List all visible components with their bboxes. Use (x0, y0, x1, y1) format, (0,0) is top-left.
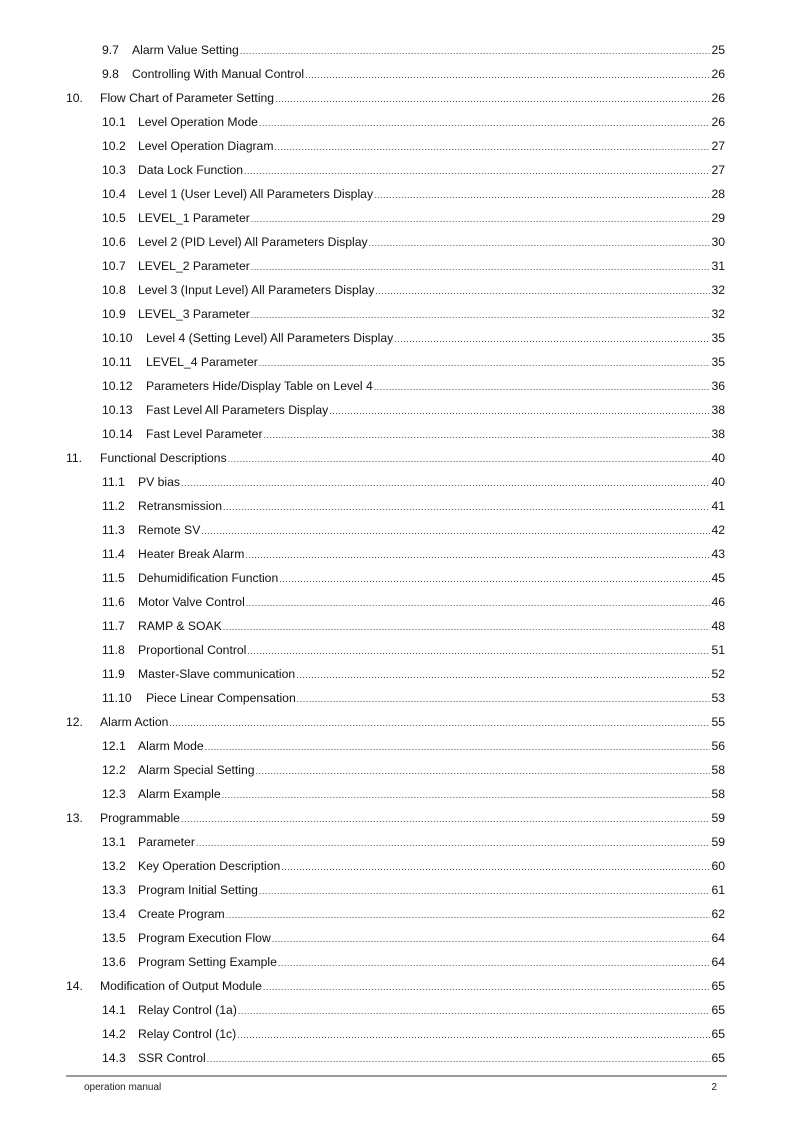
toc-entry-page: 46 (711, 595, 725, 609)
toc-entry-number: 11. (66, 451, 83, 465)
toc-dot-leader (244, 159, 710, 183)
toc-entry-title: Alarm Value Setting (132, 43, 239, 57)
toc-entry-number: 11.5 (102, 571, 125, 585)
toc-entry-number: 10.9 (102, 307, 126, 321)
toc-entry-title: Proportional Control (138, 643, 247, 657)
toc-entry-number: 13. (66, 811, 83, 825)
toc-entry-number: 13.6 (102, 955, 126, 969)
toc-dot-leader (256, 759, 711, 783)
toc-entry[interactable] (0, 278, 793, 302)
toc-entry-title: Flow Chart of Parameter Setting (100, 91, 275, 105)
toc-entry-title: Controlling With Manual Control (132, 67, 305, 81)
toc-entry-title: Dehumidification Function (138, 571, 279, 585)
toc-entry[interactable] (0, 302, 793, 326)
toc-dot-leader (279, 567, 710, 591)
toc-dot-leader (251, 303, 711, 327)
toc-dot-leader (181, 471, 710, 495)
toc-entry-line (138, 590, 725, 615)
toc-dot-leader (207, 1047, 711, 1071)
toc-entry-number: 12. (66, 715, 83, 729)
toc-entry-line (138, 878, 725, 903)
toc-entry-number: 12.2 (102, 763, 126, 777)
toc-entry-number: 13.2 (102, 859, 126, 873)
toc-dot-leader (247, 639, 710, 663)
toc-dot-leader (237, 1023, 710, 1047)
toc-dot-leader (375, 279, 710, 303)
toc-entry-title: Create Program (138, 907, 225, 921)
toc-dot-leader (223, 615, 711, 639)
toc-dot-leader (275, 135, 711, 159)
toc-entry-line (146, 326, 725, 351)
toc-entry-title: Parameter (138, 835, 195, 849)
toc-entry-title: Level 4 (Setting Level) All Parameters Display (146, 331, 394, 345)
toc-entry-number: 11.9 (102, 667, 125, 681)
toc-dot-leader (181, 807, 711, 831)
toc-dot-leader (264, 423, 711, 447)
toc-entry-line (138, 662, 725, 687)
toc-entry-page: 65 (711, 1003, 725, 1017)
toc-entry[interactable] (0, 926, 793, 950)
toc-entry-title: Alarm Action (100, 715, 169, 729)
toc-entry-title: Fast Level Parameter (146, 427, 263, 441)
toc-entry-title: Alarm Example (138, 787, 221, 801)
toc-entry-title: Program Setting Example (138, 955, 277, 969)
toc-entry-line (100, 710, 725, 735)
toc-entry-line (138, 110, 725, 135)
toc-dot-leader (263, 975, 711, 999)
toc-dot-leader (169, 711, 710, 735)
toc-entry[interactable] (0, 470, 793, 494)
toc-entry-line (138, 638, 725, 663)
toc-entry-page: 36 (711, 379, 725, 393)
toc-dot-leader (374, 183, 710, 207)
toc-dot-leader (246, 591, 711, 615)
toc-entry-title: Alarm Special Setting (138, 763, 255, 777)
toc-entry-page: 31 (711, 259, 725, 273)
toc-entry-number: 10. (66, 91, 83, 105)
toc-entry[interactable] (0, 854, 793, 878)
toc-entry-line (138, 854, 725, 879)
toc-entry[interactable] (0, 38, 793, 62)
toc-entry-number: 10.7 (102, 259, 126, 273)
toc-entry-line (138, 1022, 725, 1047)
toc-entry-number: 10.6 (102, 235, 126, 249)
toc-entry-page: 59 (711, 835, 725, 849)
footer-divider (66, 1075, 727, 1077)
toc-entry-number: 13.1 (102, 835, 126, 849)
toc-entry[interactable] (0, 758, 793, 782)
toc-entry-title: PV bias (138, 475, 181, 489)
toc-entry-number: 10.5 (102, 211, 126, 225)
toc-entry-number: 11.3 (102, 523, 125, 537)
toc-entry-number: 10.14 (102, 427, 133, 441)
toc-entry-page: 38 (711, 403, 725, 417)
toc-dot-leader (329, 399, 710, 423)
toc-entry-title: RAMP & SOAK (138, 619, 222, 633)
toc-entry-number: 10.8 (102, 283, 126, 297)
toc-entry-line (138, 782, 725, 807)
toc-entry-line (100, 86, 725, 111)
toc-entry-page: 61 (711, 883, 725, 897)
toc-entry-number: 12.1 (102, 739, 126, 753)
toc-entry-line (138, 614, 725, 639)
toc-entry-line (138, 1046, 725, 1071)
toc-entry[interactable] (0, 518, 793, 542)
toc-entry-title: Retransmission (138, 499, 222, 513)
toc-entry-line (146, 398, 725, 423)
toc-entry-line (138, 758, 725, 783)
toc-entry-title: Relay Control (1a) (138, 1003, 237, 1017)
toc-entry-title: Fast Level All Parameters Display (146, 403, 329, 417)
toc-entry-number: 10.2 (102, 139, 126, 153)
toc-entry-page: 64 (711, 931, 725, 945)
toc-dot-leader (259, 111, 711, 135)
toc-entry-page: 27 (711, 163, 725, 177)
toc-entry-page: 48 (711, 619, 725, 633)
toc-entry[interactable] (0, 662, 793, 686)
toc-entry-line (132, 38, 725, 63)
toc-dot-leader (394, 327, 710, 351)
toc-dot-leader (374, 375, 711, 399)
toc-dot-leader (369, 231, 711, 255)
toc-entry-line (100, 974, 725, 999)
toc-entry-number: 10.13 (102, 403, 133, 417)
toc-entry-number: 14.3 (102, 1051, 126, 1065)
toc-entry-line (138, 302, 725, 327)
toc-entry-page: 25 (711, 43, 725, 57)
toc-entry-title: Level 1 (User Level) All Parameters Display (138, 187, 374, 201)
toc-entry-page: 29 (711, 211, 725, 225)
toc-entry-line (138, 134, 725, 159)
toc-entry[interactable] (0, 1046, 793, 1070)
toc-dot-leader (305, 63, 710, 87)
toc-entry[interactable] (0, 590, 793, 614)
toc-entry-page: 59 (711, 811, 725, 825)
table-of-contents (0, 38, 793, 1070)
toc-entry-number: 11.6 (102, 595, 125, 609)
toc-entry-title: Parameters Hide/Display Table on Level 4 (146, 379, 373, 393)
toc-entry-title: Alarm Mode (138, 739, 204, 753)
toc-entry[interactable] (0, 62, 793, 86)
toc-entry-line (100, 806, 725, 831)
toc-entry-number: 10.10 (102, 331, 133, 345)
toc-entry-page: 35 (711, 355, 725, 369)
toc-entry-page: 65 (711, 1051, 725, 1065)
toc-entry[interactable] (0, 206, 793, 230)
toc-entry-title: Programmable (100, 811, 180, 825)
toc-entry-number: 11.7 (102, 619, 125, 633)
toc-entry-page: 43 (711, 547, 725, 561)
toc-entry-line (146, 686, 725, 711)
toc-entry-title: Heater Break Alarm (138, 547, 245, 561)
toc-entry-title: SSR Control (138, 1051, 206, 1065)
toc-entry[interactable] (0, 974, 793, 998)
toc-entry-title: LEVEL_3 Parameter (138, 307, 250, 321)
toc-entry-title: Program Initial Setting (138, 883, 258, 897)
toc-entry-page: 58 (711, 787, 725, 801)
toc-entry-line (138, 950, 725, 975)
toc-entry[interactable] (0, 782, 793, 806)
toc-entry-number: 10.3 (102, 163, 126, 177)
toc-entry-number: 14.1 (102, 1003, 126, 1017)
toc-entry-number: 13.3 (102, 883, 126, 897)
toc-entry-number: 11.8 (102, 643, 125, 657)
toc-entry-page: 60 (711, 859, 725, 873)
toc-entry-number: 13.4 (102, 907, 126, 921)
toc-entry[interactable] (0, 734, 793, 758)
toc-entry[interactable] (0, 374, 793, 398)
toc-entry-page: 51 (711, 643, 725, 657)
toc-dot-leader (222, 783, 711, 807)
toc-entry-title: Relay Control (1c) (138, 1027, 237, 1041)
toc-entry-line (146, 374, 725, 399)
toc-entry-page: 26 (711, 91, 725, 105)
toc-entry-number: 11.2 (102, 499, 125, 513)
toc-entry-line (138, 158, 725, 183)
toc-entry-page: 55 (711, 715, 725, 729)
toc-entry-title: Program Execution Flow (138, 931, 271, 945)
toc-entry-page: 26 (711, 67, 725, 81)
toc-dot-leader (223, 495, 710, 519)
toc-entry[interactable] (0, 638, 793, 662)
toc-entry[interactable] (0, 998, 793, 1022)
toc-entry-title: Motor Valve Control (138, 595, 245, 609)
toc-entry-page: 35 (711, 331, 725, 345)
toc-entry-title: Data Lock Function (138, 163, 244, 177)
toc-entry-number: 14.2 (102, 1027, 126, 1041)
toc-entry-line (146, 350, 725, 375)
toc-entry[interactable] (0, 710, 793, 734)
toc-entry-line (138, 254, 725, 279)
footer-page-number: 2 (711, 1082, 717, 1093)
toc-dot-leader (297, 687, 711, 711)
toc-entry-line (138, 470, 725, 495)
toc-entry[interactable] (0, 830, 793, 854)
toc-entry-page: 40 (711, 475, 725, 489)
toc-entry-line (138, 230, 725, 255)
toc-entry-number: 13.5 (102, 931, 126, 945)
toc-entry-page: 45 (711, 571, 725, 585)
toc-dot-leader (228, 447, 711, 471)
toc-entry[interactable] (0, 158, 793, 182)
toc-entry-page: 40 (711, 451, 725, 465)
toc-entry-page: 53 (711, 691, 725, 705)
toc-entry-number: 11.1 (102, 475, 125, 489)
toc-entry[interactable] (0, 494, 793, 518)
toc-entry-page: 65 (711, 979, 725, 993)
toc-dot-leader (240, 39, 711, 63)
toc-dot-leader (201, 519, 710, 543)
toc-entry-title: LEVEL_1 Parameter (138, 211, 250, 225)
toc-entry-number: 10.4 (102, 187, 126, 201)
toc-entry-line (132, 62, 725, 87)
toc-entry-line (138, 518, 725, 543)
toc-entry[interactable] (0, 182, 793, 206)
toc-entry-number: 11.4 (102, 547, 125, 561)
toc-entry-page: 42 (711, 523, 725, 537)
toc-entry-line (138, 926, 725, 951)
toc-entry-page: 62 (711, 907, 725, 921)
toc-entry-page: 38 (711, 427, 725, 441)
toc-entry[interactable] (0, 134, 793, 158)
toc-entry-title: Master-Slave communication (138, 667, 296, 681)
toc-entry[interactable] (0, 566, 793, 590)
toc-entry-title: Modification of Output Module (100, 979, 262, 993)
toc-dot-leader (281, 855, 710, 879)
toc-dot-leader (296, 663, 710, 687)
toc-entry-title: Functional Descriptions (100, 451, 227, 465)
toc-entry-title: Level Operation Mode (138, 115, 258, 129)
toc-entry-line (138, 566, 725, 591)
toc-entry-page: 58 (711, 763, 725, 777)
toc-entry-number: 9.8 (102, 67, 119, 81)
toc-entry-line (146, 422, 725, 447)
toc-entry-line (100, 446, 725, 471)
toc-entry-line (138, 206, 725, 231)
toc-dot-leader (238, 999, 711, 1023)
toc-entry-line (138, 830, 725, 855)
toc-dot-leader (251, 255, 711, 279)
toc-entry[interactable] (0, 230, 793, 254)
toc-entry-page: 64 (711, 955, 725, 969)
toc-entry[interactable] (0, 614, 793, 638)
toc-dot-leader (196, 831, 711, 855)
toc-dot-leader (278, 951, 711, 975)
toc-entry-title: Level 3 (Input Level) All Parameters Display (138, 283, 375, 297)
toc-entry-page: 30 (711, 235, 725, 249)
toc-entry-line (138, 734, 725, 759)
toc-entry-line (138, 902, 725, 927)
toc-entry[interactable] (0, 902, 793, 926)
toc-dot-leader (275, 87, 710, 111)
toc-dot-leader (245, 543, 710, 567)
toc-dot-leader (272, 927, 711, 951)
toc-entry[interactable] (0, 398, 793, 422)
toc-entry[interactable] (0, 110, 793, 134)
toc-entry[interactable] (0, 686, 793, 710)
toc-entry[interactable] (0, 542, 793, 566)
toc-entry-page: 41 (711, 499, 725, 513)
toc-dot-leader (205, 735, 711, 759)
toc-entry-page: 27 (711, 139, 725, 153)
toc-entry-number: 10.1 (102, 115, 126, 129)
toc-entry[interactable] (0, 86, 793, 110)
toc-dot-leader (259, 351, 711, 375)
toc-entry[interactable] (0, 878, 793, 902)
toc-entry-line (138, 182, 725, 207)
toc-entry[interactable] (0, 254, 793, 278)
toc-entry-title: Piece Linear Compensation (146, 691, 296, 705)
toc-dot-leader (251, 207, 711, 231)
toc-entry-page: 32 (711, 307, 725, 321)
toc-entry[interactable] (0, 1022, 793, 1046)
footer-document-name: operation manual (84, 1082, 162, 1093)
toc-entry-number: 9.7 (102, 43, 119, 57)
toc-entry-title: LEVEL_4 Parameter (146, 355, 258, 369)
toc-entry-line (138, 542, 725, 567)
toc-entry-title: Level 2 (PID Level) All Parameters Display (138, 235, 368, 249)
toc-dot-leader (259, 879, 711, 903)
toc-entry[interactable] (0, 422, 793, 446)
toc-entry-page: 32 (711, 283, 725, 297)
toc-entry-page: 65 (711, 1027, 725, 1041)
toc-dot-leader (226, 903, 711, 927)
toc-entry-page: 56 (711, 739, 725, 753)
toc-entry[interactable] (0, 326, 793, 350)
toc-entry[interactable] (0, 806, 793, 830)
toc-entry-title: Key Operation Description (138, 859, 281, 873)
toc-entry-number: 10.12 (102, 379, 133, 393)
toc-entry-title: Level Operation Diagram (138, 139, 274, 153)
toc-entry-number: 11.10 (102, 691, 132, 705)
toc-entry-line (138, 278, 725, 303)
toc-entry-page: 28 (711, 187, 725, 201)
toc-entry[interactable] (0, 950, 793, 974)
toc-entry-number: 14. (66, 979, 83, 993)
toc-entry[interactable] (0, 446, 793, 470)
toc-entry-line (138, 494, 725, 519)
toc-entry-title: LEVEL_2 Parameter (138, 259, 250, 273)
toc-entry-number: 12.3 (102, 787, 126, 801)
toc-entry-line (138, 998, 725, 1023)
toc-entry-title: Remote SV (138, 523, 201, 537)
toc-entry-page: 26 (711, 115, 725, 129)
toc-entry[interactable] (0, 350, 793, 374)
toc-entry-page: 52 (711, 667, 725, 681)
toc-entry-number: 10.11 (102, 355, 132, 369)
